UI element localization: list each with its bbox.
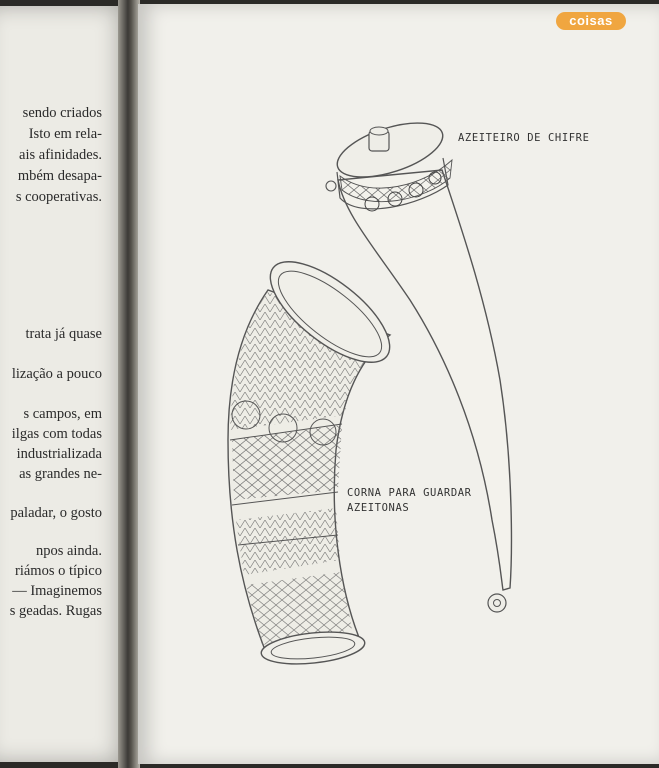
text-line: ilgas com todas — [11, 426, 102, 442]
text-line: s cooperativas. — [15, 189, 102, 205]
text-line: — Imaginemos — [12, 583, 102, 599]
text-line: s campos, em — [23, 406, 102, 422]
text-line: Isto em rela- — [28, 126, 102, 142]
text-line: trata já quase — [25, 326, 102, 342]
text-line: as grandes ne- — [19, 466, 102, 482]
caption-olive-horn-line1: CORNA PARA GUARDAR — [347, 487, 472, 499]
text-line: riámos o típico — [15, 563, 102, 579]
text-line: sendo criados — [22, 105, 102, 121]
text-line: mbém desapa- — [17, 168, 102, 184]
text-line: paladar, o gosto — [10, 505, 102, 521]
text-line: s geadas. Rugas — [9, 603, 102, 619]
watermark-logo: coisas — [556, 12, 626, 30]
caption-olive-horn-line2: AZEITONAS — [347, 502, 410, 514]
olive-horn-drawing — [228, 244, 405, 668]
text-line: lização a pouco — [11, 366, 102, 382]
text-line: industrializada — [16, 446, 102, 462]
text-line: ais afinidades. — [19, 147, 102, 163]
caption-oil-horn: AZEITEIRO DE CHIFRE — [458, 132, 590, 144]
text-line: npos ainda. — [35, 543, 102, 559]
